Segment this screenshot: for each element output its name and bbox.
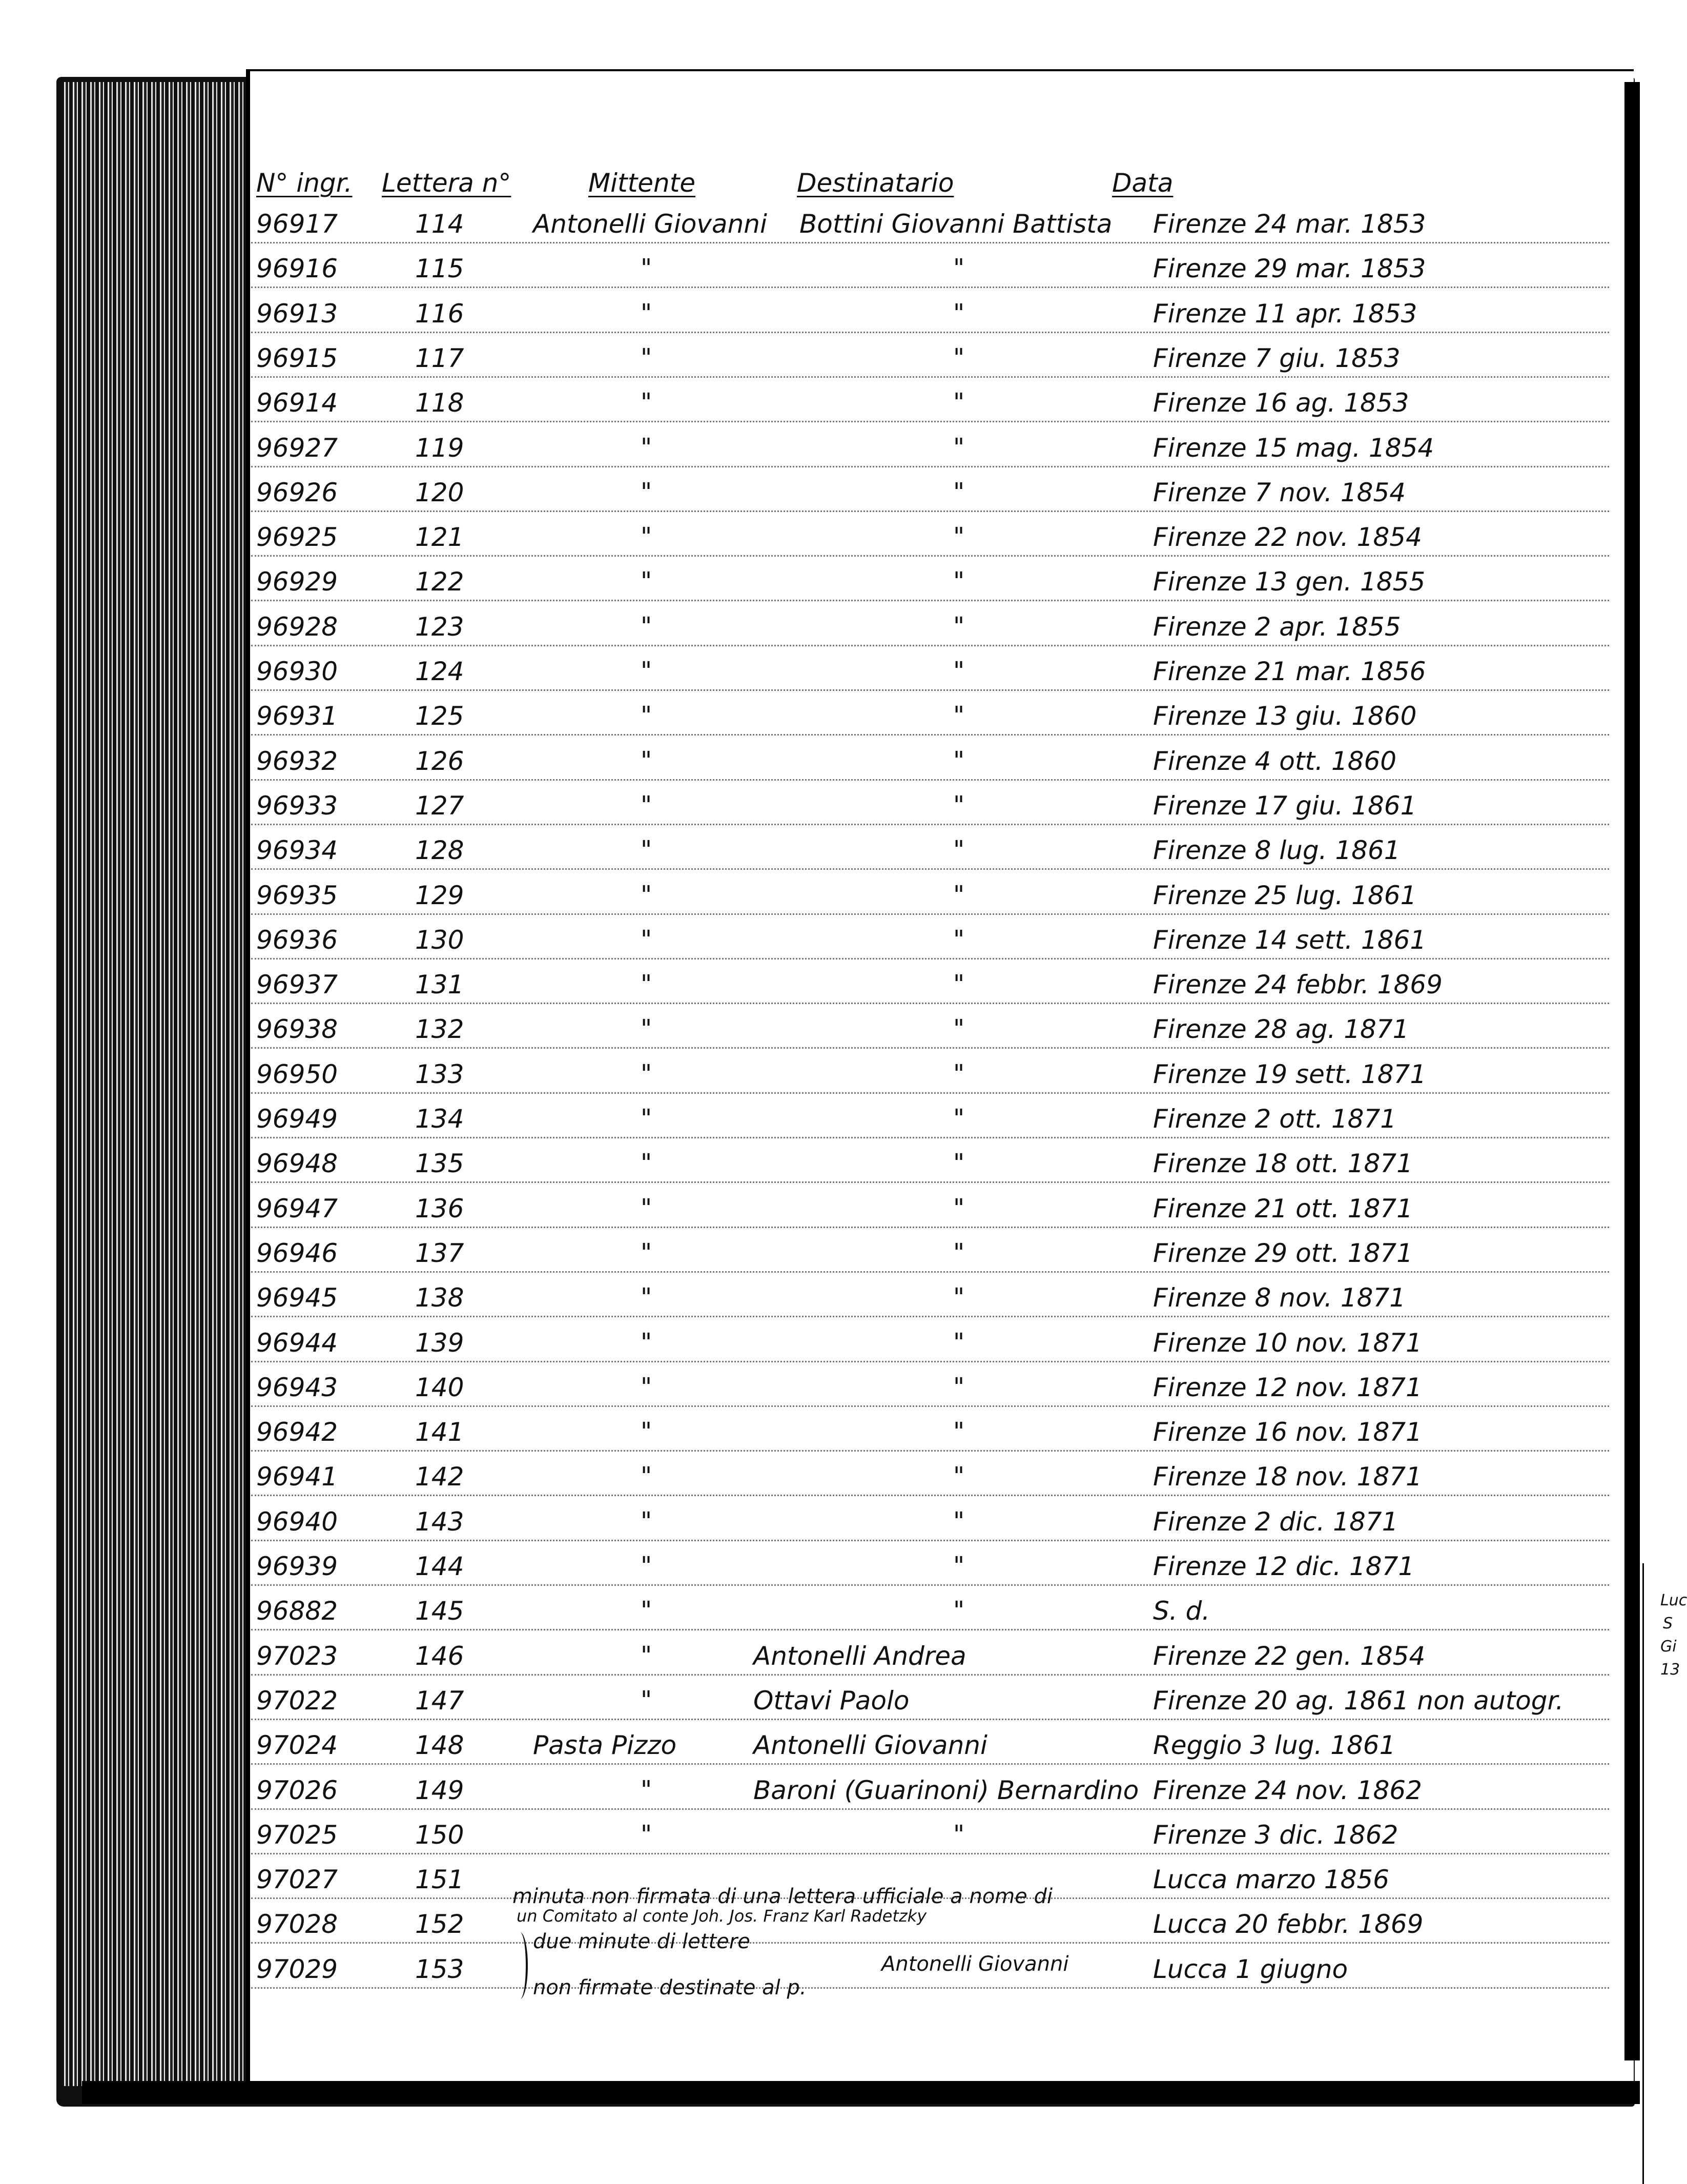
ruled-line	[251, 511, 1609, 512]
header-mittente: Mittente	[588, 168, 696, 198]
ruled-line	[251, 1674, 1609, 1676]
cell-data: Reggio 3 lug. 1861	[1153, 1730, 1396, 1760]
cell-destinatario: "	[953, 343, 965, 372]
ruled-line	[251, 421, 1609, 422]
cell-destinatario: "	[953, 881, 965, 909]
cell-destinatario: "	[953, 1014, 965, 1043]
cell-n-ingr: 96940	[256, 1507, 338, 1537]
cell-n-ingr: 96925	[256, 522, 338, 552]
cell-n-ingr: 97027	[256, 1865, 338, 1894]
cell-data: Firenze 18 nov. 1871	[1153, 1462, 1422, 1492]
cell-n-ingr: 96934	[256, 835, 338, 865]
cell-mittente: Pasta Pizzo	[533, 1730, 677, 1760]
cell-data: Firenze 17 giu. 1861	[1153, 791, 1417, 821]
adjacent-page-strip	[1642, 1563, 1686, 2184]
margin-fragment: S	[1663, 1615, 1673, 1632]
cell-n-ingr: 96916	[256, 254, 338, 283]
cell-destinatario: "	[953, 746, 965, 775]
margin-fragment: Luc	[1660, 1591, 1687, 1609]
cell-destinatario: "	[953, 701, 965, 730]
cell-mittente: "	[641, 1104, 652, 1133]
cell-data: Firenze 12 dic. 1871	[1153, 1552, 1415, 1581]
cell-destinatario: "	[953, 835, 965, 864]
cell-lettera: 130	[415, 925, 464, 955]
cell-lettera: 145	[415, 1596, 464, 1626]
cell-data: Firenze 7 nov. 1854	[1153, 478, 1406, 507]
cell-mittente: "	[641, 1686, 652, 1714]
page-edges	[60, 82, 250, 2086]
header-lettera: Lettera n°	[382, 168, 511, 198]
cell-destinatario: "	[953, 657, 965, 685]
cell-mittente: "	[641, 478, 652, 506]
cell-lettera: 144	[415, 1552, 464, 1581]
cell-mittente: "	[641, 1552, 652, 1580]
cell-lettera: 124	[415, 657, 464, 686]
cell-data: Firenze 16 nov. 1871	[1153, 1417, 1422, 1447]
cell-data: Firenze 8 nov. 1871	[1153, 1283, 1406, 1313]
ruled-line	[251, 287, 1609, 288]
ruled-line	[251, 1227, 1609, 1228]
ruled-line	[251, 779, 1609, 781]
bracket-152-153	[512, 1932, 528, 1999]
ruled-line	[251, 1540, 1609, 1541]
header-n-ingr: N° ingr.	[256, 168, 353, 198]
cell-mittente: Antonelli Giovanni	[533, 209, 767, 239]
cell-data: S. d.	[1153, 1596, 1210, 1626]
cell-n-ingr: 97024	[256, 1730, 338, 1760]
cell-data: Lucca 20 febbr. 1869	[1153, 1909, 1424, 1939]
cell-lettera: 135	[415, 1149, 464, 1178]
cell-destinatario: Antonelli Giovanni	[753, 1730, 987, 1760]
cell-data: Firenze 2 apr. 1855	[1153, 612, 1401, 642]
cell-n-ingr: 96935	[256, 881, 338, 910]
cell-mittente: "	[641, 1059, 652, 1088]
cell-mittente: "	[641, 567, 652, 596]
cell-data: Firenze 20 ag. 1861 non autogr.	[1153, 1686, 1564, 1716]
margin-fragment: Gi	[1660, 1638, 1677, 1656]
ruled-line	[251, 913, 1609, 915]
cell-mittente: "	[641, 388, 652, 417]
cell-n-ingr: 96944	[256, 1328, 338, 1358]
margin-fragment: 13	[1660, 1661, 1680, 1679]
note-151: minuta non firmata di una lettera ufficiale a nome di	[512, 1885, 1053, 1908]
cell-n-ingr: 96931	[256, 701, 338, 731]
cell-lettera: 126	[415, 746, 464, 776]
cell-mittente: "	[641, 254, 652, 282]
cell-mittente: "	[641, 1775, 652, 1804]
cell-n-ingr: 97022	[256, 1686, 338, 1716]
cell-lettera: 148	[415, 1730, 464, 1760]
ruled-line	[251, 958, 1609, 960]
cell-mittente: "	[641, 1149, 652, 1177]
cell-n-ingr: 96941	[256, 1462, 338, 1492]
cell-mittente: "	[641, 1820, 652, 1849]
cell-lettera: 114	[415, 209, 464, 239]
cell-mittente: "	[641, 970, 652, 998]
cell-data: Firenze 4 ott. 1860	[1153, 746, 1397, 776]
cell-lettera: 152	[415, 1909, 464, 1939]
cell-n-ingr: 97026	[256, 1775, 338, 1805]
cell-data: Firenze 25 lug. 1861	[1153, 881, 1417, 910]
cell-n-ingr: 96938	[256, 1014, 338, 1044]
cell-data: Firenze 22 nov. 1854	[1153, 522, 1422, 552]
cell-data: Firenze 24 mar. 1853	[1153, 209, 1426, 239]
cell-data: Firenze 24 nov. 1862	[1153, 1775, 1422, 1805]
cell-destinatario: "	[953, 1462, 965, 1491]
cell-mittente: "	[641, 612, 652, 641]
cell-n-ingr: 97023	[256, 1641, 338, 1671]
cell-n-ingr: 96882	[256, 1596, 338, 1626]
cell-lettera: 119	[415, 433, 464, 463]
cell-data: Firenze 14 sett. 1861	[1153, 925, 1427, 955]
header-data: Data	[1112, 168, 1174, 198]
cell-n-ingr: 96913	[256, 299, 338, 329]
cell-mittente: "	[641, 1328, 652, 1357]
cell-data: Firenze 19 sett. 1871	[1153, 1059, 1427, 1089]
ruled-line	[251, 645, 1609, 646]
cell-n-ingr: 96947	[256, 1194, 338, 1223]
ruled-line	[251, 734, 1609, 736]
cell-data: Firenze 8 lug. 1861	[1153, 835, 1401, 865]
cell-n-ingr: 96950	[256, 1059, 338, 1089]
cell-n-ingr: 96945	[256, 1283, 338, 1313]
cell-destinatario: "	[953, 1104, 965, 1133]
cell-data: Firenze 2 dic. 1871	[1153, 1507, 1398, 1537]
cell-lettera: 140	[415, 1373, 464, 1402]
cell-data: Firenze 28 ag. 1871	[1153, 1014, 1409, 1044]
cell-destinatario: "	[953, 1373, 965, 1401]
ruled-line	[251, 1719, 1609, 1720]
cell-lettera: 153	[415, 1954, 464, 1984]
cell-mittente: "	[641, 1596, 652, 1625]
ruled-line	[251, 332, 1609, 333]
cell-n-ingr: 96932	[256, 746, 338, 776]
cell-data: Firenze 22 gen. 1854	[1153, 1641, 1426, 1671]
ruled-line	[251, 1092, 1609, 1094]
cell-data: Firenze 10 nov. 1871	[1153, 1328, 1422, 1358]
ruled-line	[251, 242, 1609, 243]
cell-lettera: 127	[415, 791, 464, 821]
cell-data: Firenze 13 giu. 1860	[1153, 701, 1417, 731]
cell-mittente: "	[641, 1194, 652, 1222]
ruled-line	[251, 1181, 1609, 1183]
cell-mittente: "	[641, 791, 652, 820]
cell-lettera: 150	[415, 1820, 464, 1850]
cell-n-ingr: 96948	[256, 1149, 338, 1178]
cell-n-ingr: 96943	[256, 1373, 338, 1402]
cell-n-ingr: 96915	[256, 343, 338, 373]
ruled-line	[251, 1003, 1609, 1004]
ruled-line	[251, 555, 1609, 557]
cell-destinatario: "	[953, 925, 965, 954]
ruled-line	[251, 1987, 1609, 1989]
cell-destinatario: "	[953, 970, 965, 998]
cell-data: Lucca 1 giugno	[1153, 1954, 1348, 1984]
cell-n-ingr: 96927	[256, 433, 338, 463]
cell-data: Firenze 21 mar. 1856	[1153, 657, 1426, 686]
cell-destinatario: "	[953, 478, 965, 506]
cell-lettera: 123	[415, 612, 464, 642]
cell-mittente: "	[641, 1238, 652, 1267]
cell-n-ingr: 96942	[256, 1417, 338, 1447]
cell-destinatario: "	[953, 1552, 965, 1580]
cell-n-ingr: 97028	[256, 1909, 338, 1939]
ruled-line	[251, 1495, 1609, 1496]
cell-mittente: "	[641, 433, 652, 462]
cell-lettera: 146	[415, 1641, 464, 1671]
cell-destinatario: "	[953, 1596, 965, 1625]
cell-mittente: "	[641, 1014, 652, 1043]
cell-data: Firenze 15 mag. 1854	[1153, 433, 1434, 463]
cell-mittente: "	[641, 1283, 652, 1312]
cell-mittente: "	[641, 657, 652, 685]
cell-destinatario: "	[953, 299, 965, 328]
ruled-line	[251, 600, 1609, 601]
cell-lettera: 134	[415, 1104, 464, 1134]
cell-data: Firenze 2 ott. 1871	[1153, 1104, 1397, 1134]
cell-n-ingr: 96917	[256, 209, 338, 239]
cell-mittente: "	[641, 701, 652, 730]
cell-n-ingr: 97029	[256, 1954, 338, 1984]
cell-n-ingr: 96933	[256, 791, 338, 821]
note-153: non firmate destinate al p.	[533, 1976, 807, 1999]
ruled-line	[251, 689, 1609, 691]
cell-destinatario: "	[953, 1149, 965, 1177]
ruled-line	[251, 466, 1609, 467]
cell-data: Firenze 13 gen. 1855	[1153, 567, 1426, 597]
note-152: due minute di lettere	[533, 1930, 750, 1953]
right-binding	[1624, 82, 1640, 2060]
cell-lettera: 141	[415, 1417, 464, 1447]
cell-destinatario: "	[953, 1238, 965, 1267]
cell-lettera: 137	[415, 1238, 464, 1268]
ruled-line	[251, 376, 1609, 378]
cell-n-ingr: 96928	[256, 612, 338, 642]
cell-destinatario: "	[953, 1194, 965, 1222]
cell-lettera: 129	[415, 881, 464, 910]
cell-mittente: "	[641, 299, 652, 328]
cell-data: Firenze 11 apr. 1853	[1153, 299, 1417, 329]
cell-destinatario: "	[953, 1059, 965, 1088]
cell-lettera: 138	[415, 1283, 464, 1313]
cell-lettera: 122	[415, 567, 464, 597]
cell-mittente: "	[641, 1417, 652, 1446]
cell-lettera: 115	[415, 254, 464, 283]
cell-mittente: "	[641, 1462, 652, 1491]
cell-destinatario: Antonelli Andrea	[753, 1641, 966, 1671]
ruled-line	[251, 1629, 1609, 1630]
note-151-sub: un Comitato al conte Joh. Jos. Franz Karl Radetzky	[517, 1906, 927, 1926]
cell-lettera: 125	[415, 701, 464, 731]
cell-data: Firenze 3 dic. 1862	[1153, 1820, 1398, 1850]
cell-destinatario: "	[953, 254, 965, 282]
cell-mittente: "	[641, 1373, 652, 1401]
cell-n-ingr: 96926	[256, 478, 338, 507]
cell-destinatario: Bottini Giovanni Battista	[799, 209, 1113, 239]
ruled-line	[251, 1450, 1609, 1452]
ruled-line	[251, 1316, 1609, 1317]
cell-n-ingr: 96946	[256, 1238, 338, 1268]
cell-data: Firenze 16 ag. 1853	[1153, 388, 1409, 418]
cell-lettera: 139	[415, 1328, 464, 1358]
cell-mittente: "	[641, 522, 652, 551]
note-153-destinatario: Antonelli Giovanni	[881, 1952, 1069, 1976]
cell-n-ingr: 96936	[256, 925, 338, 955]
cell-data: Firenze 29 mar. 1853	[1153, 254, 1426, 283]
cell-data: Firenze 21 ott. 1871	[1153, 1194, 1413, 1223]
cell-mittente: "	[641, 343, 652, 372]
cell-destinatario: "	[953, 612, 965, 641]
cell-mittente: "	[641, 835, 652, 864]
cell-destinatario: "	[953, 567, 965, 596]
cell-lettera: 142	[415, 1462, 464, 1492]
cell-data: Firenze 29 ott. 1871	[1153, 1238, 1413, 1268]
cell-lettera: 116	[415, 299, 464, 329]
cell-lettera: 132	[415, 1014, 464, 1044]
cell-lettera: 121	[415, 522, 464, 552]
bottom-binding	[82, 2081, 1640, 2104]
cell-destinatario: "	[953, 1328, 965, 1357]
cell-lettera: 151	[415, 1865, 464, 1894]
cell-destinatario: Baroni (Guarinoni) Bernardino	[753, 1775, 1139, 1805]
ruled-line	[251, 824, 1609, 825]
cell-n-ingr: 96930	[256, 657, 338, 686]
cell-destinatario: "	[953, 1417, 965, 1446]
cell-n-ingr: 96914	[256, 388, 338, 418]
cell-destinatario: "	[953, 522, 965, 551]
cell-n-ingr: 96939	[256, 1552, 338, 1581]
cell-n-ingr: 96949	[256, 1104, 338, 1134]
cell-data: Firenze 12 nov. 1871	[1153, 1373, 1422, 1402]
ruled-line	[251, 1942, 1609, 1944]
cell-mittente: "	[641, 925, 652, 954]
cell-lettera: 136	[415, 1194, 464, 1223]
cell-destinatario: "	[953, 1283, 965, 1312]
cell-lettera: 131	[415, 970, 464, 999]
ruled-line	[251, 1853, 1609, 1854]
ruled-line	[251, 1405, 1609, 1407]
cell-destinatario: "	[953, 1507, 965, 1536]
cell-lettera: 117	[415, 343, 464, 373]
cell-data: Firenze 7 giu. 1853	[1153, 343, 1401, 373]
cell-lettera: 149	[415, 1775, 464, 1805]
cell-n-ingr: 96929	[256, 567, 338, 597]
cell-lettera: 133	[415, 1059, 464, 1089]
cell-destinatario: "	[953, 791, 965, 820]
ruled-line	[251, 1763, 1609, 1765]
cell-mittente: "	[641, 881, 652, 909]
ruled-line	[251, 868, 1609, 870]
cell-lettera: 128	[415, 835, 464, 865]
ruled-line	[251, 1271, 1609, 1273]
ruled-line	[251, 1361, 1609, 1362]
cell-data: Firenze 24 febbr. 1869	[1153, 970, 1443, 999]
cell-destinatario: "	[953, 433, 965, 462]
cell-lettera: 147	[415, 1686, 464, 1716]
cell-destinatario: Ottavi Paolo	[753, 1686, 910, 1716]
header-destinatario: Destinatario	[797, 168, 954, 198]
cell-lettera: 120	[415, 478, 464, 507]
cell-destinatario: "	[953, 1820, 965, 1849]
ruled-line	[251, 1584, 1609, 1586]
cell-n-ingr: 97025	[256, 1820, 338, 1850]
ruled-line	[251, 1047, 1609, 1049]
ruled-line	[251, 1137, 1609, 1138]
cell-data: Firenze 18 ott. 1871	[1153, 1149, 1413, 1178]
cell-lettera: 118	[415, 388, 464, 418]
cell-mittente: "	[641, 1507, 652, 1536]
cell-mittente: "	[641, 746, 652, 775]
cell-n-ingr: 96937	[256, 970, 338, 999]
cell-lettera: 143	[415, 1507, 464, 1537]
cell-destinatario: "	[953, 388, 965, 417]
cell-data: Lucca marzo 1856	[1153, 1865, 1389, 1894]
cell-mittente: "	[641, 1641, 652, 1670]
ruled-line	[251, 1808, 1609, 1810]
